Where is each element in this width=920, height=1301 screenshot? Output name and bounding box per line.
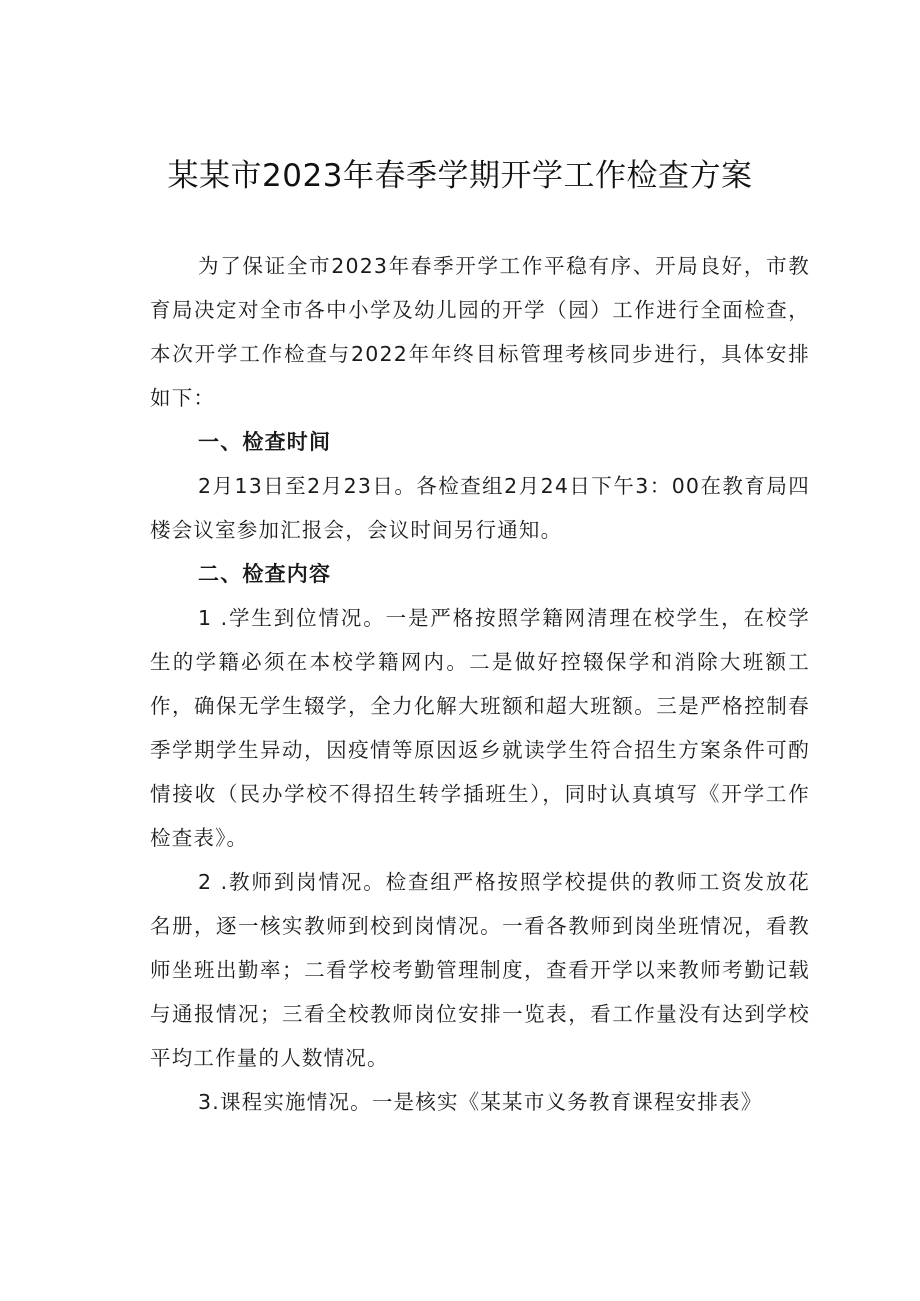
section-2-item-2: 2 .教师到岗情况。检查组严格按照学校提供的教师工资发放花名册，逐一核实教师到校到岗情况。一看各教师到岗坐班情况，看教师坐班出勤率；二看学校考勤管理制度，查看开学以来教师考勤记载与通报情况；三看全校教师岗位安排一览表，看工作量没有达到学校平均工作量的人数情况。 (150, 870, 810, 1070)
section-1-paragraph: 2月13日至2月23日。各检查组2月24日下午3：00在教育局四楼会议室参加汇报会，会议时间另行通知。 (150, 474, 810, 542)
section-2-item-1: 1 .学生到位情况。一是严格按照学籍网清理在校学生，在校学生的学籍必须在本校学籍网内。二是做好控辍保学和消除大班额工作，确保无学生辍学，全力化解大班额和超大班额。三是严格控制春季学期学生异动，因疫情等原因返乡就读学生符合招生方案条件可酌情接收（民办学校不得招生转学插班生），同时认真填写《开学工作检查表》。 (150, 606, 810, 850)
intro-paragraph: 为了保证全市2023年春季开学工作平稳有序、开局良好，市教育局决定对全市各中小学及幼儿园的开学（园）工作进行全面检查，本次开学工作检查与2022年年终目标管理考核同步进行，具体安排如下： (150, 254, 810, 410)
document-body (150, 244, 810, 1124)
section-2-item-3: 3.课程实施情况。一是核实《某某市义务教育课程安排表》 (198, 1090, 763, 1114)
section-1-heading: 一、检查时间 (198, 430, 332, 454)
document-title: 某某市2023年春季学期开学工作检查方案 (167, 158, 753, 194)
section-2-heading: 二、检查内容 (198, 562, 332, 586)
